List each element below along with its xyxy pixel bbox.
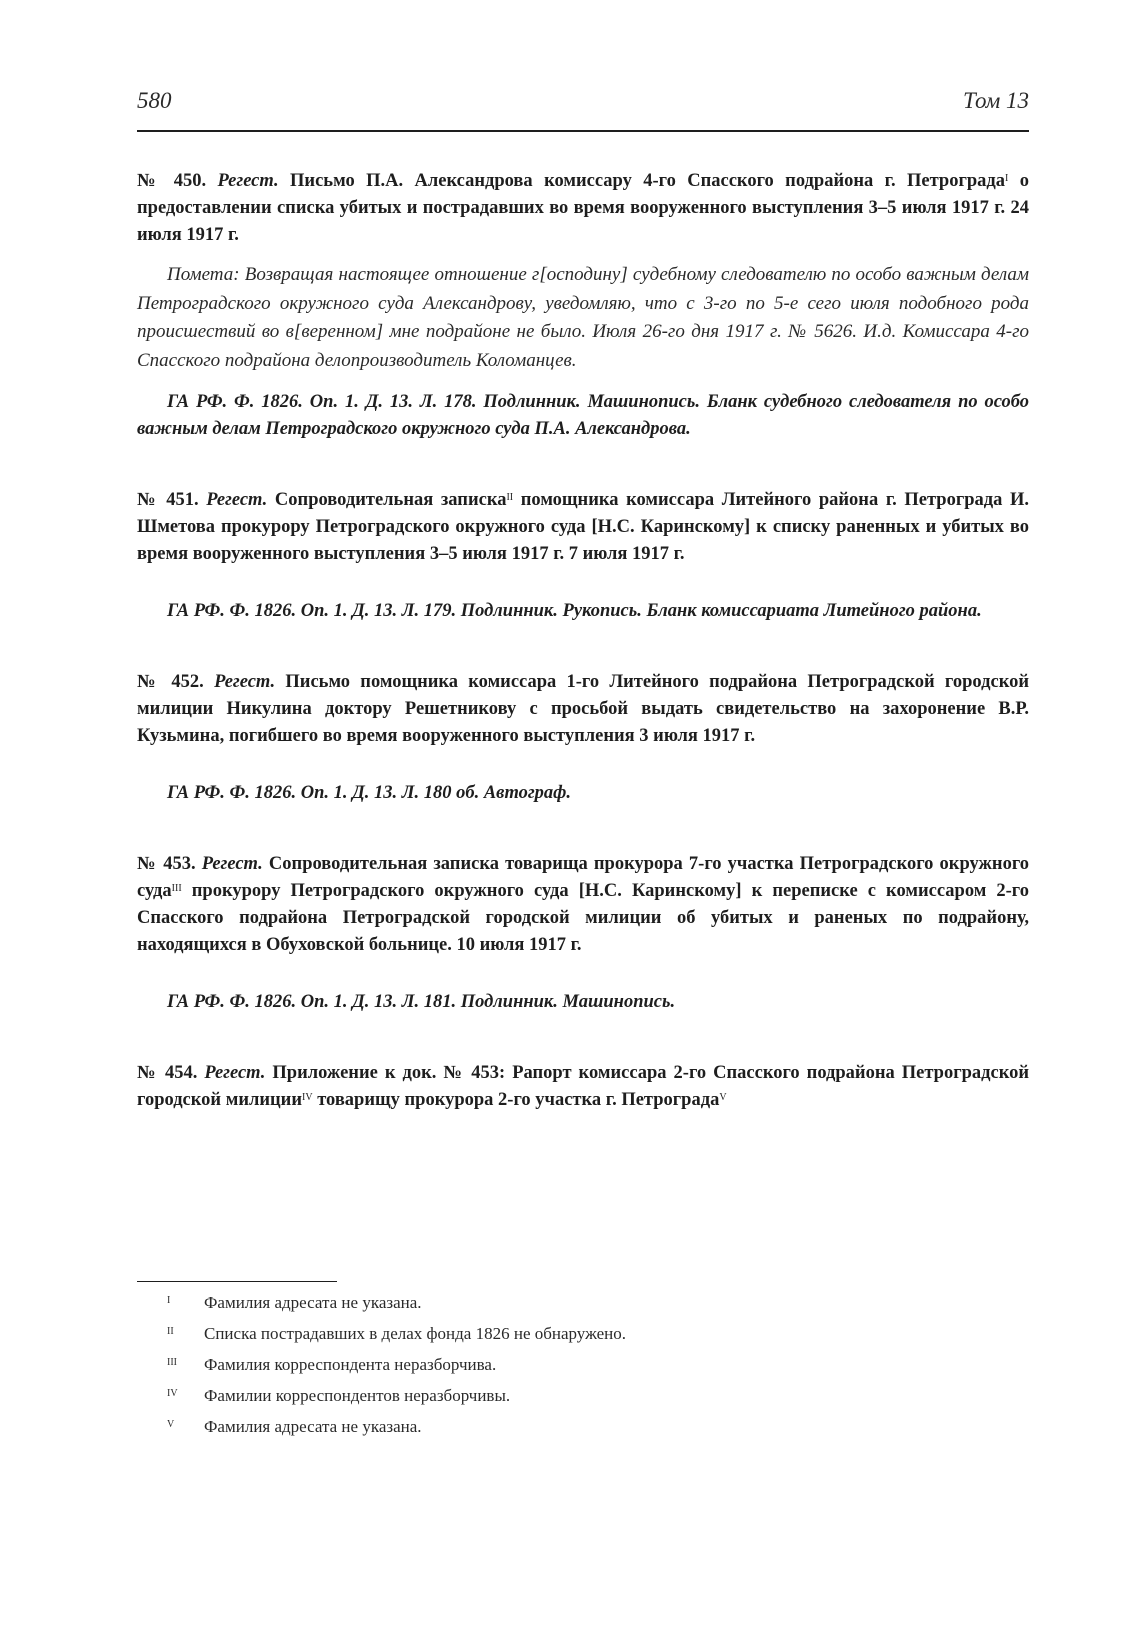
footnote-mark: II [167,1326,174,1337]
volume-label: Том 13 [962,88,1029,113]
entry-text: Письмо П.А. Александрова комиссару 4-го Спасского подрайона г. Петрограда [290,171,1006,191]
footnote-mark: IV [167,1388,178,1399]
footnote [167,1292,1007,1323]
footnote-rule [137,1281,337,1282]
entry-text: Приложение к док. № 453: Рапорт комиссара 2-го Спасского подрайона Петроградской городской милиции [137,1063,1030,1110]
footnote-ref[interactable]: IV [302,1092,313,1103]
entry-text: помощника комиссара Литейного района г. Петрограда И. Шметова прокурору Петроградского окружного суда [Н.С. Каринскому] к списку раненных и убитых во время вооруженного выступления 3–5 июля 1917 г. 7 июля 1917 г. [137,490,1030,564]
entry-number: № 451. [137,490,199,510]
page [137,88,1030,1110]
entry-450 [137,168,1029,249]
footnote-text: Фамилии корреспондентов неразборчивы. [204,1386,511,1405]
footnote-text: Фамилия адресата не указана. [204,1293,422,1312]
footnote-ref[interactable]: III [171,883,182,894]
regest-label: Регест. [217,171,279,191]
entry-452 [137,669,1029,750]
entry-text: прокурору Петроградского окружного суда [Н.С. Каринскому] к переписке с комиссаром 2-го Спасского подрайона Петроградской городской милиции об убитых и раненых по подрайону, находящихся в Обуховской больнице. 10 июля 1917 г. [137,881,1029,955]
regest-label: Регест. [206,490,268,510]
footnote-text: Фамилия корреспондента неразборчива. [204,1355,497,1374]
footnote-text: Фамилия адресата не указана. [204,1417,422,1436]
entry-text: Сопроводительная записка [274,490,507,510]
footnote-text: Списка пострадавших в делах фонда 1826 не обнаружено. [204,1324,626,1343]
running-header [137,88,1029,128]
footnote-ref[interactable]: I [1005,173,1009,184]
page-number: 580 [137,88,172,113]
footnote-mark: III [167,1357,177,1368]
archive-reference: ГА РФ. Ф. 1826. Оп. 1. Д. 13. Л. 181. Подлинник. Машинопись. [167,992,676,1012]
entry-text: товарищу прокурора 2-го участка г. Петрограда [317,1090,720,1110]
footnotes [167,1292,1007,1447]
entry-number: № 453. [137,854,196,874]
entry-number: № 454. [137,1063,198,1083]
entry-text: о предоставлении списка убитых и пострадавших во время вооруженного выступления 3–5 июля 1917 г. 24 июля 1917 г. [137,171,1030,245]
footnote-mark: I [167,1295,171,1306]
footnote-ref[interactable]: II [506,492,514,503]
footnote [167,1323,1007,1354]
entry-453 [137,851,1029,959]
entry-number: № 450. [137,171,207,191]
regest-label: Регест. [201,854,263,874]
footnote-mark: V [167,1419,175,1430]
entry-451 [137,487,1029,568]
regest-label: Регест. [214,672,276,692]
entry-text: Сопроводительная записка товарища прокурора 7-го участка Петроградского окружного суда [137,854,1030,901]
archive-reference: ГА РФ. Ф. 1826. Оп. 1. Д. 13. Л. 178. Подлинник. Машинопись. Бланк судебного следователя по особо важным делам Петроградского окружного суда П.А. Александрова. [137,392,1029,439]
footnote [167,1385,1007,1416]
entry-note: Помета: Возвращая настоящее отношение г[осподину] судебному следователю по особо важным делам Петроградского окружного суда Александрову, уведомляю, что с 3-го по 5-е сего июля подобного рода происшествий во в[веренном] мне подрайоне не было. Июля 26-го дня 1917 г. № 5626. И.д. Комиссара 4-го Спасского подрайона делопроизводитель Коломанцев. [137,264,1029,371]
regest-label: Регест. [204,1063,266,1083]
archive-reference: ГА РФ. Ф. 1826. Оп. 1. Д. 13. Л. 179. Подлинник. Рукопись. Бланк комиссариата Литейного района. [167,601,982,621]
entry-text: Письмо помощника комиссара 1-го Литейного подрайона Петроградской городской милиции Никулина доктору Решетникову с просьбой выдать свидетельство на захоронение В.Р. Кузьмина, погибшего во время вооруженного выступления 3 июля 1917 г. [137,672,1030,746]
entry-number: № 452. [137,672,204,692]
archive-reference: ГА РФ. Ф. 1826. Оп. 1. Д. 13. Л. 180 об. Автограф. [167,783,572,803]
page-body [137,168,1029,1114]
header-rule [137,130,1029,132]
footnote [167,1354,1007,1385]
footnote [167,1416,1007,1447]
entry-454 [137,1060,1029,1114]
footnote-ref[interactable]: V [719,1092,727,1103]
